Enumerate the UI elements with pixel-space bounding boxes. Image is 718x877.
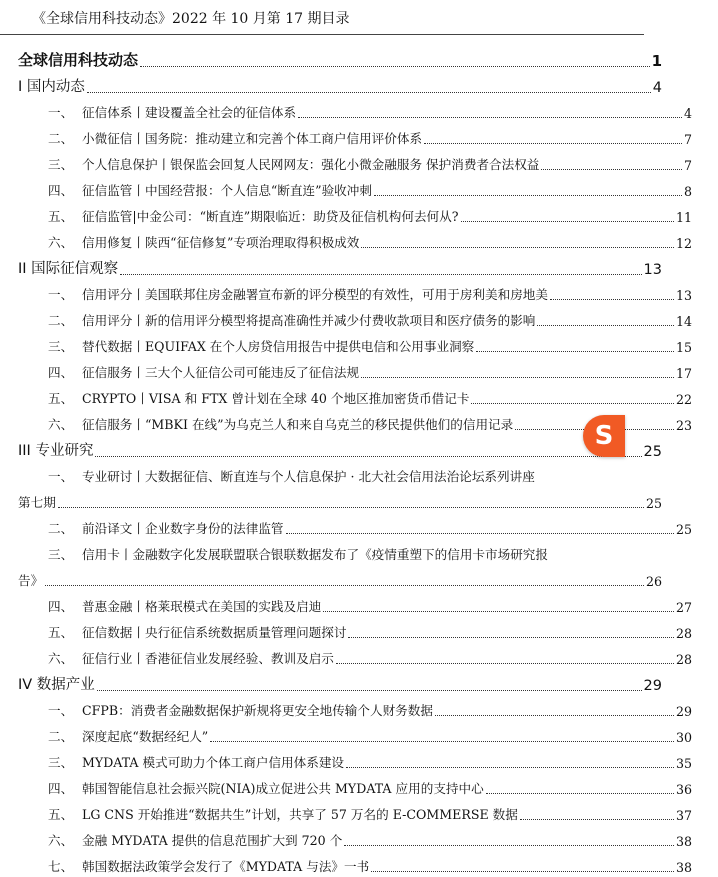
toc-entry-number: 二、 bbox=[48, 521, 74, 536]
toc-page-number: 27 bbox=[675, 600, 692, 615]
toc-entry[interactable] bbox=[0, 152, 718, 173]
toc-page-number: 7 bbox=[683, 132, 692, 147]
toc-entry[interactable] bbox=[0, 386, 718, 407]
toc-entry-label: 信用卡丨金融数字化发展联盟联合银联数据发布了《疫情重塑下的信用卡市场研究报 bbox=[82, 547, 548, 562]
toc-entry[interactable] bbox=[0, 282, 718, 303]
toc-entry-text bbox=[48, 726, 208, 745]
toc-page-number: 15 bbox=[675, 340, 692, 355]
toc-entry-number: 三、 bbox=[48, 547, 74, 562]
toc-leader-dots bbox=[374, 194, 682, 196]
toc-leader-dots bbox=[120, 273, 641, 275]
toc-entry-text bbox=[48, 596, 321, 615]
toc-entry-text bbox=[48, 830, 342, 849]
header-divider bbox=[0, 34, 644, 35]
toc-entry-text bbox=[18, 673, 95, 694]
toc-entry[interactable] bbox=[0, 828, 718, 849]
toc-entry-label: 深度起底“数据经纪人” bbox=[82, 729, 209, 744]
toc-entry-number: 一、 bbox=[48, 703, 74, 718]
toc-entry-label: III 专业研究 bbox=[18, 443, 94, 459]
toc-page-number: 8 bbox=[683, 184, 692, 199]
document-header-title: 《全球信用科技动态》2022 年 10 月第 17 期目录 bbox=[32, 11, 350, 27]
toc-entry-number: 二、 bbox=[48, 313, 74, 328]
toc-entry[interactable] bbox=[0, 620, 718, 641]
toc-entry-number: 五、 bbox=[48, 625, 74, 640]
toc-entry-number: 六、 bbox=[48, 417, 74, 432]
toc-entry[interactable] bbox=[0, 204, 718, 225]
toc-entry-label: 征信监管|中金公司：“断直连”期限临近：助贷及征信机构何去何从? bbox=[82, 209, 459, 224]
toc-entry-label: 征信体系丨建设覆盖全社会的征信体系 bbox=[82, 105, 297, 120]
toc-entry-text bbox=[48, 154, 539, 173]
toc-entry-text bbox=[48, 336, 474, 355]
toc-entry-label: CFPB：消费者金融数据保护新规将更安全地传输个人财务数据 bbox=[82, 703, 433, 718]
toc-entry-number: 四、 bbox=[48, 365, 74, 380]
toc-page-number: 4 bbox=[652, 80, 662, 96]
toc-entry-text bbox=[48, 778, 484, 797]
toc-entry-label: 信用修复丨陕西“征信修复”专项治理取得积极成效 bbox=[82, 235, 360, 250]
toc-entry-text bbox=[48, 700, 433, 719]
toc-entry-number: 四、 bbox=[48, 599, 74, 614]
toc-entry-text bbox=[48, 856, 369, 875]
toc-leader-dots bbox=[541, 168, 682, 170]
toc-entry-text bbox=[48, 310, 535, 329]
toc-leader-dots bbox=[361, 246, 674, 248]
toc-entry-label: 个人信息保护丨银保监会回复人民网网友：强化小微金融服务 保护消费者合法权益 bbox=[82, 157, 540, 172]
toc-entry[interactable] bbox=[0, 802, 718, 823]
toc-leader-dots bbox=[87, 91, 651, 93]
toc-entry-label: II 国际征信观察 bbox=[18, 261, 119, 277]
toc-leader-dots bbox=[298, 116, 682, 118]
toc-entry-label: 普惠金融丨格莱珉模式在美国的实践及启迪 bbox=[82, 599, 322, 614]
toc-entry-label: 韩国智能信息社会振兴院(NIA)成立促进公共 MYDATA 应用的支持中心 bbox=[82, 781, 484, 796]
toc-leader-dots bbox=[348, 636, 674, 638]
toc-entry[interactable] bbox=[0, 360, 718, 381]
toc-entry-number: 一、 bbox=[48, 287, 74, 302]
toc-entry[interactable] bbox=[0, 750, 718, 771]
toc-leader-dots bbox=[97, 689, 642, 691]
ime-glyph: S bbox=[594, 421, 614, 451]
toc-page-number: 28 bbox=[675, 626, 692, 641]
toc-entry-number: 一、 bbox=[48, 469, 74, 484]
toc-page-number: 35 bbox=[675, 756, 692, 771]
toc-entry-label: 征信数据丨央行征信系统数据质量管理问题探讨 bbox=[82, 625, 347, 640]
toc-entry-text bbox=[18, 49, 138, 70]
toc-page-number: 30 bbox=[675, 730, 692, 745]
toc-entry-text bbox=[48, 804, 518, 823]
toc-page-number: 25 bbox=[675, 522, 692, 537]
toc-page-number: 25 bbox=[643, 444, 662, 460]
toc-leader-dots bbox=[95, 455, 641, 457]
toc-entry-label: 小微征信丨国务院：推动建立和完善个体工商户信用评价体系 bbox=[82, 131, 423, 146]
toc-leader-dots bbox=[344, 844, 674, 846]
toc-entry-text bbox=[48, 284, 548, 303]
toc-page-number: 7 bbox=[683, 158, 692, 173]
toc-entry-number: 五、 bbox=[48, 391, 74, 406]
toc-entry-text bbox=[18, 257, 118, 278]
toc-leader-dots bbox=[435, 714, 674, 716]
toc-page-number: 23 bbox=[675, 418, 692, 433]
toc-leader-dots bbox=[361, 376, 674, 378]
toc-entry[interactable] bbox=[0, 724, 718, 745]
toc-entry-label: 金融 MYDATA 提供的信息范围扩大到 720 个 bbox=[82, 833, 343, 848]
toc-entry-number: 五、 bbox=[48, 209, 74, 224]
toc-entry-text bbox=[48, 388, 469, 407]
toc-page-number: 22 bbox=[675, 392, 692, 407]
sogou-ime-icon[interactable] bbox=[583, 415, 625, 457]
toc-entry[interactable] bbox=[0, 230, 718, 251]
toc-page-number: 13 bbox=[675, 288, 692, 303]
toc-entry[interactable] bbox=[0, 776, 718, 797]
toc-leader-dots bbox=[550, 298, 674, 300]
toc-entry-number: 四、 bbox=[48, 183, 74, 198]
toc-entry-text bbox=[48, 752, 344, 771]
toc-title[interactable] bbox=[0, 46, 690, 70]
toc-entry-number: 六、 bbox=[48, 833, 74, 848]
toc-page-number: 1 bbox=[651, 52, 662, 70]
toc-entry-label: 征信监管丨中国经营报：个人信息“断直连”验收冲刺 bbox=[82, 183, 372, 198]
toc-entry-number: 二、 bbox=[48, 131, 74, 146]
toc-page-number: 4 bbox=[683, 106, 692, 121]
toc-leader-dots bbox=[371, 870, 674, 872]
toc-entry-number: 一、 bbox=[48, 105, 74, 120]
toc-entry-text bbox=[18, 75, 85, 96]
toc-leader-dots bbox=[323, 610, 674, 612]
toc-leader-dots bbox=[336, 662, 674, 664]
toc-entry-label: 前沿译文丨企业数字身份的法律监管 bbox=[82, 521, 284, 536]
toc-page-number: 11 bbox=[675, 210, 692, 225]
toc-entry-label: 韩国数据法政策学会发行了《MYDATA 与法》一书 bbox=[82, 859, 370, 874]
toc-page-number: 36 bbox=[675, 782, 692, 797]
toc-section[interactable] bbox=[0, 672, 690, 694]
toc-entry-text bbox=[48, 544, 548, 563]
toc-entry[interactable] bbox=[0, 464, 718, 485]
toc-leader-dots bbox=[424, 142, 682, 144]
toc-entry-number: 五、 bbox=[48, 807, 74, 822]
toc-leader-dots bbox=[140, 65, 650, 67]
toc-entry-number: 七、 bbox=[48, 859, 74, 874]
toc-entry-label: LG CNS 开始推进“数据共生”计划，共享了 57 万名的 E-COMMERSE 数据 bbox=[82, 807, 518, 822]
toc-entry-label: MYDATA 模式可助力个体工商户信用体系建设 bbox=[82, 755, 345, 770]
toc-page-number: 25 bbox=[645, 496, 662, 511]
toc-entry-label: I 国内动态 bbox=[18, 79, 85, 95]
toc-page-number: 12 bbox=[675, 236, 692, 251]
toc-entry-text bbox=[48, 466, 535, 485]
toc-entry-text bbox=[48, 362, 359, 381]
toc-entry-number: 二、 bbox=[48, 729, 74, 744]
toc-entry-text bbox=[48, 128, 422, 147]
toc-entry[interactable] bbox=[0, 698, 718, 719]
toc-leader-dots bbox=[476, 350, 674, 352]
toc-entry-text bbox=[48, 622, 346, 641]
toc-leader-dots bbox=[286, 532, 674, 534]
toc-entry-continuation-text: 告》 bbox=[18, 573, 44, 588]
toc-section[interactable] bbox=[0, 74, 690, 96]
toc-entry[interactable] bbox=[0, 126, 718, 147]
toc-entry[interactable] bbox=[0, 594, 718, 615]
toc-entry[interactable] bbox=[0, 646, 718, 667]
toc-entry-text bbox=[48, 180, 372, 199]
toc-page-number: 29 bbox=[643, 678, 662, 694]
toc-entry-label: 信用评分丨美国联邦住房金融署宣布新的评分模型的有效性，可用于房利美和房地美 bbox=[82, 287, 548, 302]
toc-entry-label: 征信行业丨香港征信业发展经验、教训及启示 bbox=[82, 651, 334, 666]
toc-entry-text bbox=[48, 518, 284, 537]
toc-entry[interactable] bbox=[0, 178, 718, 199]
toc-entry-text bbox=[18, 439, 93, 460]
toc-entry-text bbox=[48, 102, 296, 121]
toc-entry-text bbox=[48, 206, 459, 225]
toc-section[interactable] bbox=[0, 256, 690, 278]
toc-entry[interactable] bbox=[0, 334, 718, 355]
toc-entry-label: 信用评分丨新的信用评分模型将提高准确性并减少付费收款项目和医疗债务的影响 bbox=[82, 313, 536, 328]
toc-entry-text bbox=[48, 414, 513, 433]
toc-leader-dots bbox=[45, 584, 644, 586]
toc-page-number: 29 bbox=[675, 704, 692, 719]
toc-entry-label: 征信服务丨三大个人征信公司可能违反了征信法规 bbox=[82, 365, 360, 380]
toc-entry[interactable] bbox=[0, 100, 718, 121]
toc-page-number: 38 bbox=[675, 860, 692, 875]
toc-entry-label: 专业研讨丨大数据征信、断直连与个人信息保护 · 北大社会信用法治论坛系列讲座 bbox=[82, 469, 535, 484]
toc-entry-label: 替代数据丨EQUIFAX 在个人房贷信用报告中提供电信和公用事业洞察 bbox=[82, 339, 475, 354]
toc-leader-dots bbox=[520, 818, 674, 820]
toc-page-number: 13 bbox=[643, 262, 662, 278]
toc-entry-number: 三、 bbox=[48, 755, 74, 770]
toc-entry-label: IV 数据产业 bbox=[18, 677, 95, 693]
toc-entry-label: CRYPTO丨VISA 和 FTX 曾计划在全球 40 个地区推加密货币借记卡 bbox=[82, 391, 470, 406]
toc-leader-dots bbox=[210, 740, 674, 742]
toc-entry[interactable] bbox=[0, 854, 718, 875]
toc-page-number: 28 bbox=[675, 652, 692, 667]
toc-entry[interactable] bbox=[0, 516, 718, 537]
toc-entry-text bbox=[48, 232, 359, 251]
toc-leader-dots bbox=[537, 324, 674, 326]
toc-entry-number: 三、 bbox=[48, 157, 74, 172]
toc-page-number: 14 bbox=[675, 314, 692, 329]
toc-entry-text bbox=[48, 648, 334, 667]
toc-entry[interactable] bbox=[0, 308, 718, 329]
toc-entry-continuation[interactable] bbox=[0, 490, 688, 511]
toc-page-number: 17 bbox=[675, 366, 692, 381]
toc-leader-dots bbox=[58, 506, 644, 508]
toc-page-number: 37 bbox=[675, 808, 692, 823]
toc-entry-number: 六、 bbox=[48, 235, 74, 250]
toc-entry-label: 全球信用科技动态 bbox=[18, 51, 139, 69]
toc-leader-dots bbox=[471, 402, 674, 404]
toc-entry-continuation[interactable] bbox=[0, 568, 688, 589]
toc-entry[interactable] bbox=[0, 542, 718, 563]
toc-page-number: 38 bbox=[675, 834, 692, 849]
toc-entry-number: 三、 bbox=[48, 339, 74, 354]
toc-page-number: 26 bbox=[645, 574, 662, 589]
toc-leader-dots bbox=[461, 220, 674, 222]
toc-entry-continuation-text: 第七期 bbox=[18, 495, 56, 510]
toc-leader-dots bbox=[346, 766, 674, 768]
toc-entry-number: 六、 bbox=[48, 651, 74, 666]
toc-leader-dots bbox=[486, 792, 674, 794]
toc-entry-number: 四、 bbox=[48, 781, 74, 796]
toc-entry-label: 征信服务丨“MBKI 在线”为乌克兰人和来自乌克兰的移民提供他们的信用记录 bbox=[82, 417, 514, 432]
